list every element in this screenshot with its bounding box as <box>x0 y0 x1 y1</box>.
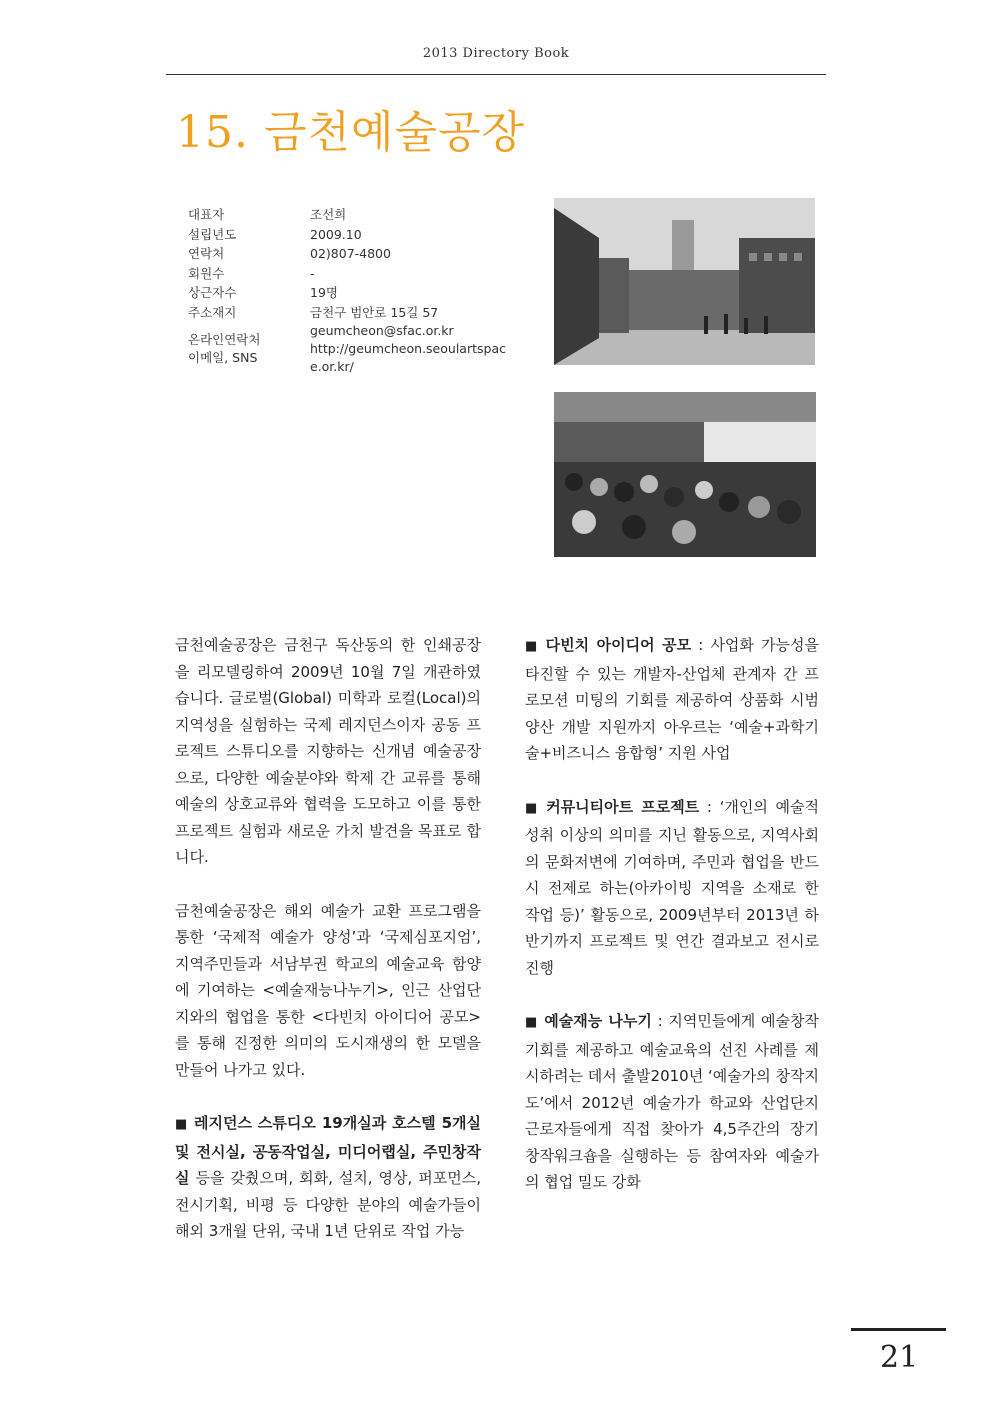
info-row-online <box>188 322 508 376</box>
info-label: 회원수 <box>188 265 225 281</box>
community-art-item <box>525 794 819 982</box>
page-number: 21 <box>880 1340 919 1375</box>
davinci-item <box>525 632 819 767</box>
info-value-online <box>310 322 508 376</box>
email-link[interactable]: geumcheon@sfac.or.kr <box>310 323 454 338</box>
info-label-online <box>188 322 310 376</box>
facilities-body: 등을 갖췄으며, 회화, 설치, 영상, 퍼포먼스, 전시기획, 비평 등 다양한 분야의 예술가들이 해외 3개월 단위, 국내 1년 단위로 작업 가능 <box>175 1169 481 1240</box>
info-row <box>188 303 508 323</box>
online-label-line2: 이메일, SNS <box>188 350 258 365</box>
info-label: 연락처 <box>188 246 225 261</box>
bullet-icon: ■ <box>175 1117 189 1132</box>
info-value: 조선희 <box>310 207 347 222</box>
info-row <box>188 244 508 264</box>
info-row <box>188 205 508 225</box>
community-art-heading: 커뮤니티아트 프로젝트 <box>546 797 700 816</box>
info-value: 금천구 범안로 15길 57 <box>310 304 439 320</box>
intro-paragraph: 금천예술공장은 금천구 독산동의 한 인쇄공장을 리모델링하여 2009년 10월 7일 개관하였습니다. 글로벌(Global) 미학과 로컬(Local)의 지역성을 실험하는 국제 레지던스이자 공동 프로젝트 스튜디오를 지향하는 신개념 예술공장으로, 다양한 예술분야와 학제 간 교류를 통해 예술의 상호교류와 협력을 도모하고 이를 통한 프로젝트 실험과 새로운 가치 발견을 목표로 합니다. <box>175 636 481 866</box>
info-value: 02)807-4800 <box>310 246 391 261</box>
facilities-item <box>175 1110 481 1245</box>
info-table <box>188 205 508 376</box>
header-divider <box>166 74 826 75</box>
info-value: 19명 <box>310 285 338 300</box>
building-image <box>554 198 815 365</box>
program-paragraph: 금천예술공장은 해외 예술가 교환 프로그램을 통한 ‘국제적 예술가 양성’과 ‘국제심포지엄’, 지역주민들과 서남부권 학교의 예술교육 함양에 기여하는 <예술재능나누기>, 인근 산업단지와의 협업을 통한 <다빈치 아이디어 공모>를 통해 진정한 의미의 도시재생의 한 모델을 만들어 나가고 있다. <box>175 901 481 1079</box>
info-row <box>188 283 508 303</box>
facilities-heading: 레지던스 스튜디오 19개실과 호스텔 5개실 및 전시실, 공동작업실, 미디어랩실, 주민창작실 <box>175 1114 481 1187</box>
bullet-icon: ■ <box>525 639 540 654</box>
bullet-icon: ■ <box>525 1015 539 1030</box>
info-value: 2009.10 <box>310 226 362 242</box>
info-label: 주소재지 <box>188 304 237 320</box>
page-title: 15. 금천예술공장 <box>176 107 525 158</box>
audience-photo <box>554 392 816 557</box>
info-row <box>188 264 508 284</box>
left-column <box>175 632 481 1245</box>
audience-image <box>554 392 816 557</box>
info-label: 설립년도 <box>188 226 237 242</box>
info-row <box>188 225 508 245</box>
building-photo <box>554 198 815 365</box>
talent-sharing-item <box>525 1008 819 1196</box>
info-label: 상근자수 <box>188 285 237 300</box>
bullet-icon: ■ <box>525 800 541 816</box>
davinci-body: : 사업화 가능성을 타진할 수 있는 개발자-산업체 관계자 간 프로모션 미팅의 기회를 제공하여 상품화 시범 양산 개발 지원까지 아우르는 ‘예술+과학기술+비즈니스 융합형’ 지원 사업 <box>525 636 819 762</box>
davinci-heading: 다빈치 아이디어 공모 <box>545 636 692 654</box>
talent-sharing-body: : 지역민들에게 예술창작 기회를 제공하고 예술교육의 선진 사례를 제시하려는 데서 출발2010년 ‘예술가의 창작지도’에서 2012년 예술가가 학교와 산업단지 근로자들에게 직접 찾아가 4,5주간의 장기 창작워크숍을 실행하는 등 참여자와 예술가의 협업 밀도 강화 <box>525 1012 819 1191</box>
website-link[interactable]: http://geumcheon.seoulartspace.or.kr/ <box>310 341 506 374</box>
info-value: - <box>310 265 315 281</box>
info-label: 대표자 <box>188 207 225 222</box>
community-art-body: : ‘개인의 예술적 성취 이상의 의미를 지닌 활동으로, 지역사회의 문화저변에 기여하며, 주민과 협업을 반드시 전제로 하는(아카이빙 지역을 소재로 한 작업 등)’ 활동으로, 2009년부터 2013년 하반기까지 프로젝트 및 연간 결과보고 전시로 진행 <box>525 797 819 977</box>
footer-divider <box>851 1328 946 1331</box>
right-column <box>525 632 819 1196</box>
running-header: 2013 Directory Book <box>422 46 570 61</box>
online-label-line1: 온라인연락처 <box>188 332 261 347</box>
talent-sharing-heading: 예술재능 나누기 <box>544 1012 652 1030</box>
